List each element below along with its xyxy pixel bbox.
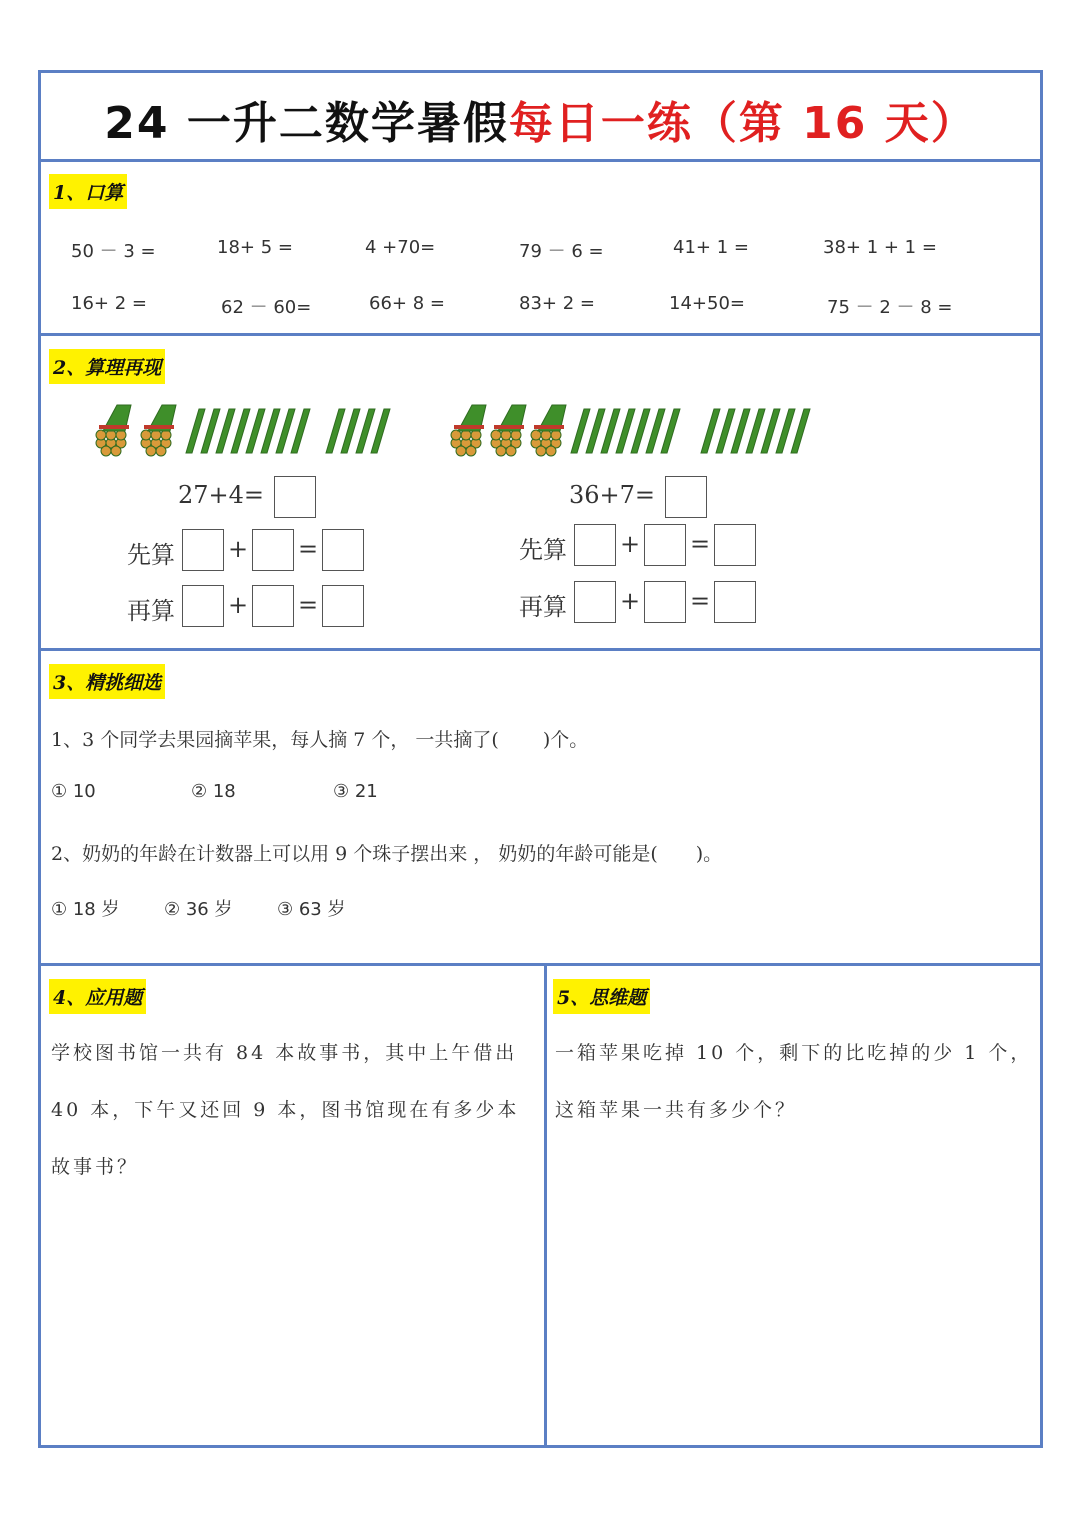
equals-sign: = bbox=[298, 591, 319, 619]
equation-27-plus-4: 27+4= bbox=[178, 481, 265, 509]
mental-math-item: 75 － 2 － 8 = bbox=[827, 297, 953, 318]
column-divider bbox=[544, 965, 547, 1445]
plus-sign: + bbox=[228, 535, 249, 563]
section-5-label: 5、思维题 bbox=[553, 979, 650, 1014]
answer-box[interactable] bbox=[182, 585, 224, 627]
answer-box[interactable] bbox=[574, 524, 616, 566]
answer-box[interactable] bbox=[714, 581, 756, 623]
mental-math-item: 62 － 60= bbox=[221, 297, 312, 318]
answer-box[interactable] bbox=[644, 524, 686, 566]
then-compute-label: 再算 bbox=[519, 593, 567, 621]
section-3-label: 3、精挑细选 bbox=[49, 664, 165, 699]
answer-box[interactable] bbox=[644, 581, 686, 623]
option-c[interactable]: ③ 63 岁 bbox=[277, 899, 346, 920]
equals-sign: = bbox=[690, 530, 711, 558]
answer-box[interactable] bbox=[274, 476, 316, 518]
answer-box[interactable] bbox=[252, 585, 294, 627]
first-compute-label: 先算 bbox=[127, 541, 175, 569]
mental-math-item: 38+ 1 + 1 = bbox=[823, 237, 937, 258]
application-problem: 学校图书馆一共有 84 本故事书，其中上午借出 40 本，下午又还回 9 本，图书馆现在有多少本故事书？ bbox=[51, 1042, 520, 1178]
mental-math-item: 79 － 6 = bbox=[519, 241, 604, 262]
section-4-label: 4、应用题 bbox=[49, 979, 146, 1014]
option-b[interactable]: ② 36 岁 bbox=[164, 899, 233, 920]
section-1-label: 1、口算 bbox=[49, 174, 127, 209]
section-2-label: 2、算理再现 bbox=[49, 349, 165, 384]
mental-math-item: 4 +70= bbox=[365, 237, 436, 258]
mental-math-item: 18+ 5 = bbox=[217, 237, 293, 258]
worksheet bbox=[38, 70, 1043, 1448]
answer-box[interactable] bbox=[322, 529, 364, 571]
answer-box[interactable] bbox=[322, 585, 364, 627]
question-2: 2、奶奶的年龄在计数器上可以用 9 个珠子摆出来 ， 奶奶的年龄可能是( )。 bbox=[51, 843, 723, 865]
divider bbox=[41, 648, 1040, 651]
answer-box[interactable] bbox=[574, 581, 616, 623]
option-a[interactable]: ① 10 bbox=[51, 781, 96, 802]
divider bbox=[41, 333, 1040, 336]
mental-math-item: 66+ 8 = bbox=[369, 293, 445, 314]
question-1: 1、3 个同学去果园摘苹果，每人摘 7 个， 一共摘了( )个。 bbox=[51, 729, 589, 751]
option-c[interactable]: ③ 21 bbox=[333, 781, 378, 802]
equation-36-plus-7: 36+7= bbox=[569, 481, 656, 509]
mental-math-item: 50 － 3 = bbox=[71, 241, 156, 262]
equals-sign: = bbox=[690, 587, 711, 615]
bundled-sticks-image bbox=[446, 403, 836, 465]
mental-math-item: 14+50= bbox=[669, 293, 745, 314]
option-b[interactable]: ② 18 bbox=[191, 781, 236, 802]
first-compute-label: 先算 bbox=[519, 536, 567, 564]
answer-box[interactable] bbox=[665, 476, 707, 518]
answer-box[interactable] bbox=[252, 529, 294, 571]
plus-sign: + bbox=[620, 587, 641, 615]
mental-math-item: 41+ 1 = bbox=[673, 237, 749, 258]
plus-sign: + bbox=[620, 530, 641, 558]
thinking-problem: 一箱苹果吃掉 10 个，剩下的比吃掉的少 1 个，这箱苹果一共有多少个？ bbox=[555, 1042, 1033, 1121]
then-compute-label: 再算 bbox=[127, 597, 175, 625]
plus-sign: + bbox=[228, 591, 249, 619]
answer-box[interactable] bbox=[182, 529, 224, 571]
bundled-sticks-image bbox=[91, 403, 401, 465]
mental-math-item: 83+ 2 = bbox=[519, 293, 595, 314]
page-title: 24 一升二数学暑假每日一练（第 16 天） bbox=[104, 98, 977, 149]
mental-math-item: 16+ 2 = bbox=[71, 293, 147, 314]
equals-sign: = bbox=[298, 535, 319, 563]
divider bbox=[41, 963, 1040, 966]
answer-box[interactable] bbox=[714, 524, 756, 566]
option-a[interactable]: ① 18 岁 bbox=[51, 899, 120, 920]
divider bbox=[41, 159, 1040, 162]
